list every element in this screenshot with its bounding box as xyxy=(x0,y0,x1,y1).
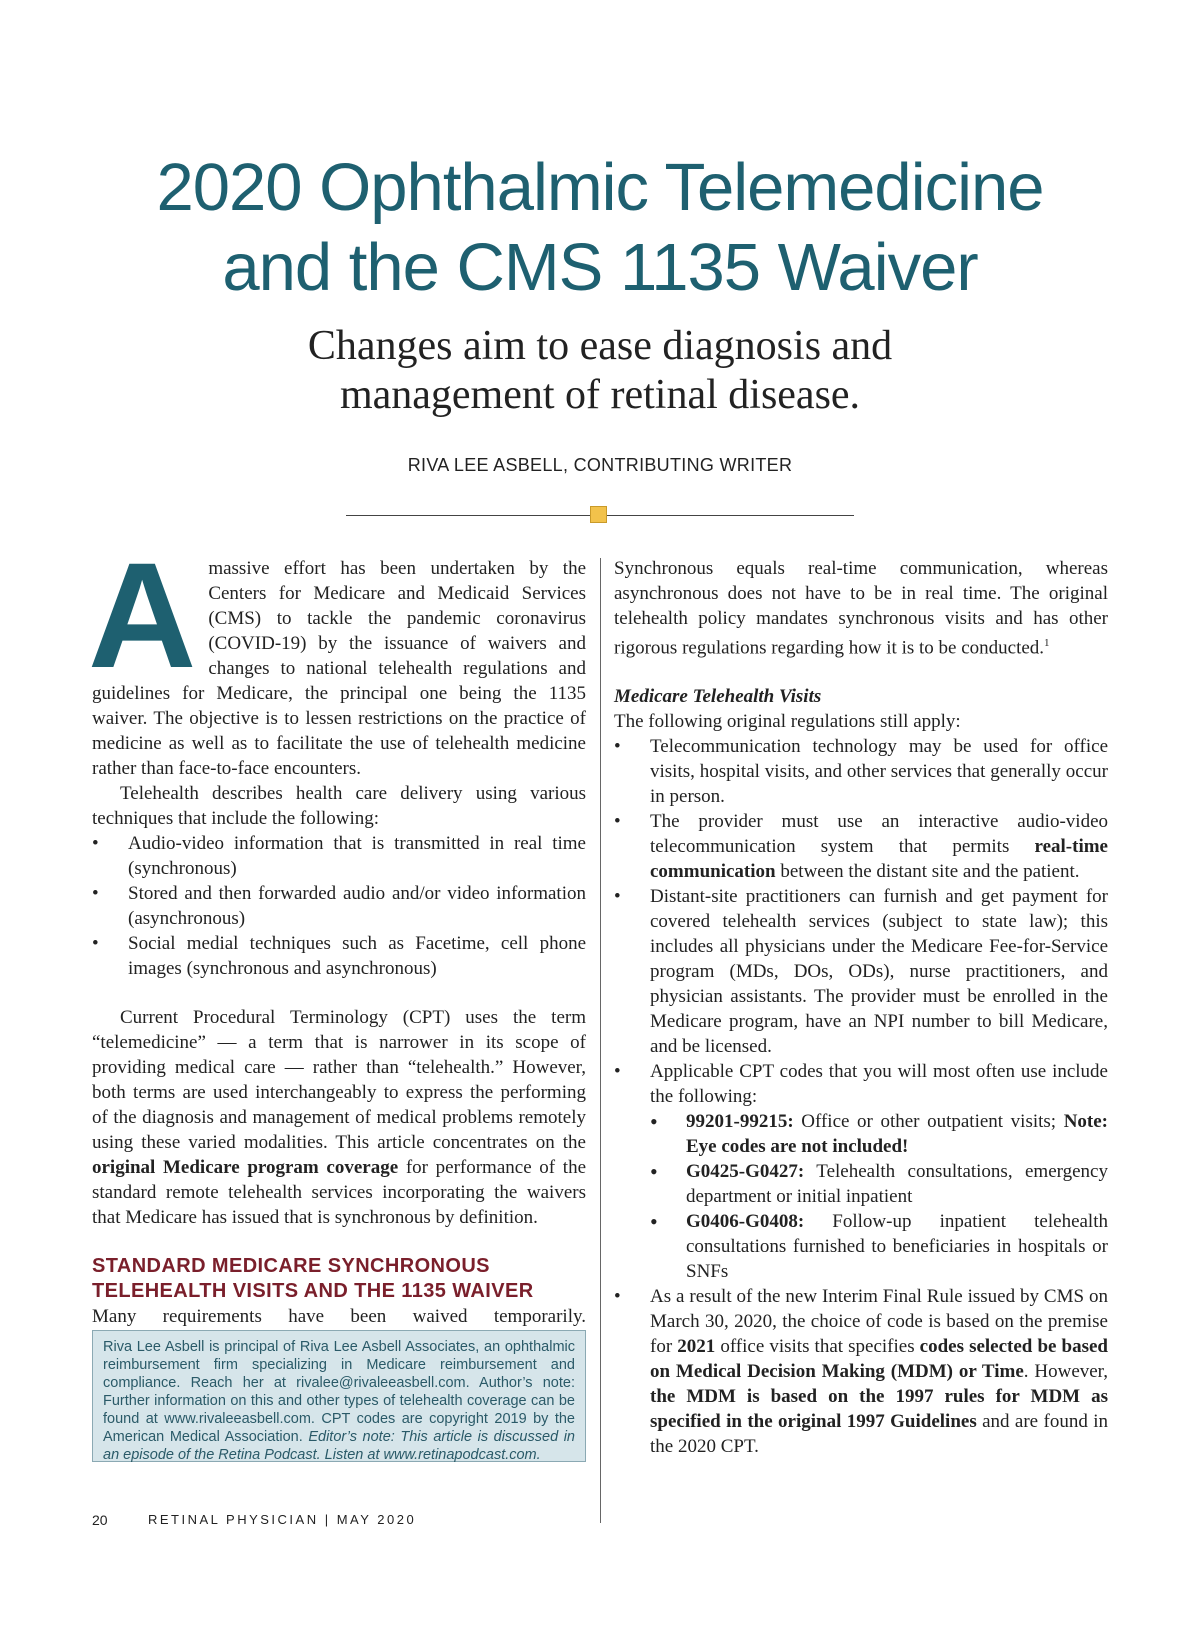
list-item: • Social medial techniques such as Facetime, cell phone images (synchronous and asynchronous) xyxy=(92,933,586,979)
list-item: • Stored and then forwarded audio and/or video information (asynchronous) xyxy=(92,883,586,929)
synchronous-paragraph: Synchronous equals real-time communication, whereas asynchronous does not have to be in real time. The original telehealth policy mandates synchronous visits and has other rigorous regulations regarding how it is to be conducted.$^1$ xyxy=(614,558,1108,659)
author-bio-box xyxy=(92,1330,586,1462)
intro-text: massive effort has been undertaken by the Centers for Medicare and Medicaid Services (CMS) to tackle the pandemic coronavirus (COVID-19) by the issuance of waivers and changes to national telehealth regulations and guidelines for Medicare, the principal one being the 1135 waiver. The objective is to lessen restrictions on the practice of medicine as well as to facilitate the use of telehealth medicine rather than face-to-face encounters. xyxy=(92,558,586,779)
article-subtitle xyxy=(0,322,1200,420)
square-ornament-icon xyxy=(590,506,607,523)
waived-paragraph: Many requirements have been waived temporarily. xyxy=(92,1306,586,1327)
list-item: • The provider must use an interactive audio-video telecommunication system that permits real-time communication between the distant site and the patient. xyxy=(614,811,1108,883)
editor-note: Editor’s note: This article is discussed in an episode of the Retina Podcast. Listen at www.retinapodcast.com. xyxy=(103,1429,575,1463)
title-line-2: and the CMS 1135 Waiver xyxy=(222,230,978,305)
footnote-ref: 1 xyxy=(1044,637,1050,649)
article-title xyxy=(0,148,1200,308)
page-number: 20 xyxy=(92,1512,108,1528)
column-divider xyxy=(600,558,601,1523)
title-line-1: 2020 Ophthalmic Telemedicine xyxy=(156,150,1044,225)
intro-paragraph xyxy=(88,531,586,781)
list-item: • As a result of the new Interim Final Rule issued by CMS on March 30, 2020, the choice of code is based on the premise for 2021 office visits that specifies codes selected be based on Medical Decision Making (MDM) or Time. However, the MDM is based on the 1997 rules for MDM as specified in the original 1997 Guidelines and are found in the 2020 CPT. xyxy=(614,1286,1109,1458)
list-item: • G0425-G0427: Telehealth consultations, emergency department or initial inpatient xyxy=(650,1159,1108,1208)
subtitle-line-2: management of retinal disease. xyxy=(339,372,861,418)
subtitle-line-1: Changes aim to ease diagnosis and xyxy=(307,323,893,369)
publication-footer: RETINAL PHYSICIAN | MAY 2020 xyxy=(148,1512,417,1527)
regulations-list xyxy=(614,734,1108,1459)
list-item: • G0406-G0408: Follow-up inpatient telehealth consultations furnished to beneficiaries in hospitals or SNFs xyxy=(650,1209,1108,1283)
left-column xyxy=(88,531,587,1329)
drop-cap: A xyxy=(88,531,197,699)
author-bio-text: Riva Lee Asbell is principal of Riva Lee Asbell Associates, an ophthalmic reimbursement firm specializing in Medicare reimbursement and compliance. Reach her at rivalee@rivaleeasbell.com. Author’s note: Further information on this and other types of telehealth coverage can be found at www.rivaleeasbell.com. CPT codes are copyright 2019 by the American Medical Association. xyxy=(103,1339,575,1445)
list-item: • 99201-99215: Office or other outpatient visits; Note: Eye codes are not included! xyxy=(650,1109,1108,1158)
section-heading: STANDARD MEDICARE SYNCHRONOUS TELEHEALTH VISITS AND THE 1135 WAIVER xyxy=(92,1255,534,1302)
cpt-code-list xyxy=(650,1109,1108,1284)
telehealth-paragraph: Telehealth describes health care delivery using various techniques that include the following: xyxy=(92,783,586,829)
cpt-paragraph: Current Procedural Terminology (CPT) uses the term “telemedicine” — a term that is narrower in its scope of providing medical care — rather than “telehealth.” However, both terms are used interchangeably to express the performing of the diagnosis and management of medical problems remotely using these varied modalities. This article concentrates on the original Medicare program coverage for performance of the standard remote telehealth services incorporating the waivers that Medicare has issued that is synchronous by definition. xyxy=(92,1007,587,1228)
list-item: • Applicable CPT codes that you will most often use include the following: • 99201-99215: Office or other outpatient visits; Note: Eye codes are not included! • G0425-G0427: Telehealth consultations, emergency department or initial inpatient • G0406-G0408: Follow-up inpatient telehealth consultations furnished to beneficiaries in hospitals or SNFs xyxy=(614,1061,1108,1283)
list-item: • Distant-site practitioners can furnish and get payment for covered telehealth services (subject to state law); this includes all physicians under the Medicare Fee-for-Service program (MDs, DOs, ODs), nurse practitioners, and physician assistants. The provider must be enrolled in the Medicare program, have an NPI number to bill Medicare, and be licensed. xyxy=(614,886,1108,1058)
list-item: • Audio-video information that is transmitted in real time (synchronous) xyxy=(92,833,586,879)
list-item: • Telecommunication technology may be used for office visits, hospital visits, and other services that generally occur in person. xyxy=(614,736,1108,808)
regulations-intro: The following original regulations still apply: xyxy=(614,711,961,733)
right-column xyxy=(614,556,1108,1459)
medicare-heading: Medicare Telehealth Visits xyxy=(614,686,822,708)
technique-list xyxy=(92,831,586,981)
byline: RIVA LEE ASBELL, CONTRIBUTING WRITER xyxy=(407,455,793,475)
